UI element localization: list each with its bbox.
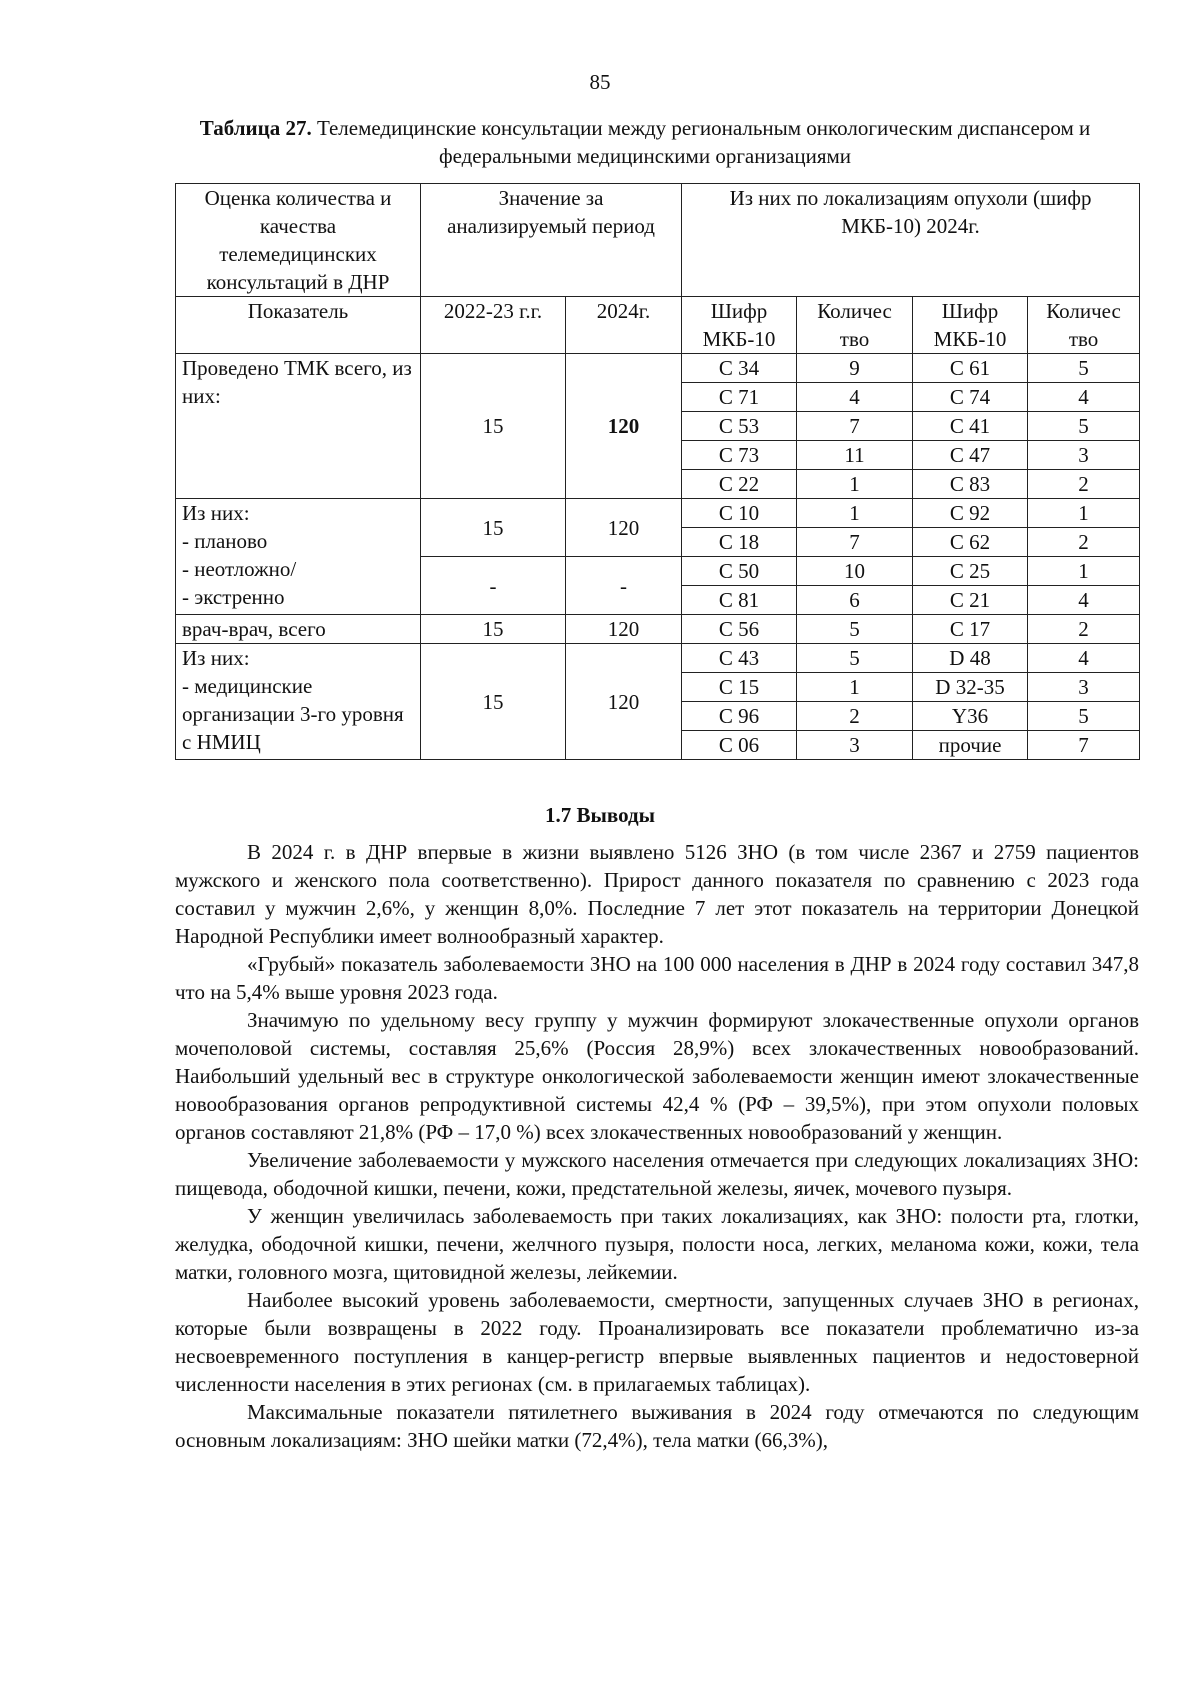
icd-code-2: С 61 — [913, 354, 1028, 383]
icd-code-2: Y36 — [913, 702, 1028, 731]
icd-code-1: С 53 — [682, 412, 797, 441]
value-2022-23: 15 — [421, 615, 566, 644]
icd-code-2: С 21 — [913, 586, 1028, 615]
icd-code-1: С 73 — [682, 441, 797, 470]
section-title: 1.7 Выводы — [544, 803, 655, 827]
icd-code-2: С 83 — [913, 470, 1028, 499]
count-1: 10 — [797, 557, 913, 586]
table-header-row-1 — [176, 184, 1140, 297]
value-2024: 120 — [566, 644, 682, 760]
value-2024: 120 — [566, 615, 682, 644]
count-1: 7 — [797, 412, 913, 441]
value-2022-23: 15 — [421, 354, 566, 499]
icd-code-1: С 56 — [682, 615, 797, 644]
paragraph: Наиболее высокий уровень заболеваемости, смертности, запущенных случаев ЗНО в регионах, которые были возвращены в 2022 году. Проанализировать все показатели проблематично из-за несвоевременного поступления в канцер-регистр впервые выявленных пациентов и недостоверной численности населения в этих регионах (см. в прилагаемых таблицах). — [175, 1288, 1139, 1396]
header-2022: 2022-23 г.г. — [421, 297, 566, 354]
header-indicator: Показатель — [176, 297, 421, 354]
count-1: 1 — [797, 673, 913, 702]
icd-code-1: С 15 — [682, 673, 797, 702]
count-2: 2 — [1028, 615, 1140, 644]
count-2: 5 — [1028, 354, 1140, 383]
count-1: 6 — [797, 586, 913, 615]
count-2: 5 — [1028, 412, 1140, 441]
page-number: 85 — [589, 70, 611, 94]
count-1: 7 — [797, 528, 913, 557]
count-2: 2 — [1028, 528, 1140, 557]
icd-code-1: С 06 — [682, 731, 797, 760]
telemedicine-table — [175, 183, 1140, 760]
table-row — [176, 499, 1140, 528]
icd-code-1: С 96 — [682, 702, 797, 731]
count-1: 5 — [797, 644, 913, 673]
icd-code-2: С 47 — [913, 441, 1028, 470]
count-1: 2 — [797, 702, 913, 731]
header-code-2: Шифр МКБ-10 — [913, 297, 1028, 354]
icd-code-1: С 10 — [682, 499, 797, 528]
value-2022-23: 15 — [421, 644, 566, 760]
count-1: 1 — [797, 499, 913, 528]
count-1: 1 — [797, 470, 913, 499]
indicator-label: Из них: - медицинские организации 3-го уровня с НМИЦ — [176, 644, 421, 760]
icd-code-2: С 74 — [913, 383, 1028, 412]
table-row — [176, 644, 1140, 673]
header-count-1: Количес тво — [797, 297, 913, 354]
section-text — [175, 838, 1139, 1454]
indicator-label: врач-врач, всего — [176, 615, 421, 644]
header-assessment: Оценка количества и качества телемедицинских консультаций в ДНР — [176, 184, 421, 297]
icd-code-2: С 17 — [913, 615, 1028, 644]
icd-code-1: С 22 — [682, 470, 797, 499]
count-1: 11 — [797, 441, 913, 470]
count-2: 7 — [1028, 731, 1140, 760]
indicator-label: Проведено ТМК всего, из них: — [176, 354, 421, 499]
icd-code-2: С 92 — [913, 499, 1028, 528]
paragraph: Максимальные показатели пятилетнего выживания в 2024 году отмечаются по следующим основным локализациям: ЗНО шейки матки (72,4%), тела матки (66,3%), — [175, 1400, 1139, 1452]
icd-code-2: D 32-35 — [913, 673, 1028, 702]
icd-code-2: прочие — [913, 731, 1028, 760]
icd-code-1: С 18 — [682, 528, 797, 557]
count-2: 1 — [1028, 557, 1140, 586]
value-2024: - — [566, 557, 682, 615]
paragraph: Значимую по удельному весу группу у мужчин формируют злокачественные опухоли органов мочеполовой системы, составляя 25,6% (Россия 28,9%) всех злокачественных новообразований. Наибольший удельный вес в структуре онкологической заболеваемости женщин имеют злокачественные новообразования органов репродуктивной системы 42,4 % (РФ – 39,5%), при этом опухоли половых органов составляют 21,8% (РФ – 17,0 %) всех злокачественных новообразований у женщин. — [175, 1008, 1139, 1144]
icd-code-2: D 48 — [913, 644, 1028, 673]
count-2: 4 — [1028, 644, 1140, 673]
count-2: 3 — [1028, 441, 1140, 470]
table-caption-label: Таблица 27. — [199, 116, 312, 140]
header-count-2: Количес тво — [1028, 297, 1140, 354]
count-2: 1 — [1028, 499, 1140, 528]
table-row — [176, 615, 1140, 644]
value-2024: 120 — [566, 354, 682, 499]
icd-code-2: С 41 — [913, 412, 1028, 441]
value-2024: 120 — [566, 499, 682, 557]
icd-code-1: С 81 — [682, 586, 797, 615]
icd-code-2: С 25 — [913, 557, 1028, 586]
indicator-label: Из них: - планово - неотложно/ - экстренно — [176, 499, 421, 615]
value-2022-23: 15 — [421, 499, 566, 557]
icd-code-2: С 62 — [913, 528, 1028, 557]
count-2: 4 — [1028, 383, 1140, 412]
icd-code-1: С 43 — [682, 644, 797, 673]
header-2024: 2024г. — [566, 297, 682, 354]
count-1: 9 — [797, 354, 913, 383]
count-1: 3 — [797, 731, 913, 760]
table-caption — [175, 114, 1115, 170]
count-2: 2 — [1028, 470, 1140, 499]
paragraph: «Грубый» показатель заболеваемости ЗНО на 100 000 населения в ДНР в 2024 году составил 347,8 что на 5,4% выше уровня 2023 года. — [175, 952, 1139, 1004]
count-2: 3 — [1028, 673, 1140, 702]
paragraph: Увеличение заболеваемости у мужского населения отмечается при следующих локализациях ЗНО: пищевода, ободочной кишки, печени, кожи, предстательной железы, яичек, мочевого пузыря. — [175, 1148, 1139, 1200]
header-code-1: Шифр МКБ-10 — [682, 297, 797, 354]
count-1: 5 — [797, 615, 913, 644]
count-1: 4 — [797, 383, 913, 412]
header-value: Значение за анализируемый период — [421, 184, 682, 297]
icd-code-1: С 34 — [682, 354, 797, 383]
table-caption-text: Телемедицинские консультации между региональным онкологическим диспансером и федеральными медицинскими организациями — [316, 116, 1091, 168]
value-2022-23: - — [421, 557, 566, 615]
icd-code-1: С 71 — [682, 383, 797, 412]
table-body — [176, 354, 1140, 760]
paragraph: У женщин увеличилась заболеваемость при таких локализациях, как ЗНО: полости рта, глотки, желудка, ободочной кишки, печени, желчного пузыря, полости носа, легких, меланома кожи, кожи, тела матки, головного мозга, щитовидной железы, лейкемии. — [175, 1204, 1139, 1284]
table-row — [176, 354, 1140, 383]
header-localization: Из них по локализациям опухоли (шифр МКБ-10) 2024г. — [682, 184, 1140, 297]
table-header-row-2 — [176, 297, 1140, 354]
icd-code-1: С 50 — [682, 557, 797, 586]
count-2: 5 — [1028, 702, 1140, 731]
count-2: 4 — [1028, 586, 1140, 615]
paragraph: В 2024 г. в ДНР впервые в жизни выявлено 5126 ЗНО (в том числе 2367 и 2759 пациентов мужского и женского пола соответственно). Прирост данного показателя по сравнению с 2023 года составил у мужчин 2,6%, у женщин 8,0%. Последние 7 лет этот показатель на территории Донецкой Народной Республики имеет волнообразный характер. — [175, 840, 1139, 948]
